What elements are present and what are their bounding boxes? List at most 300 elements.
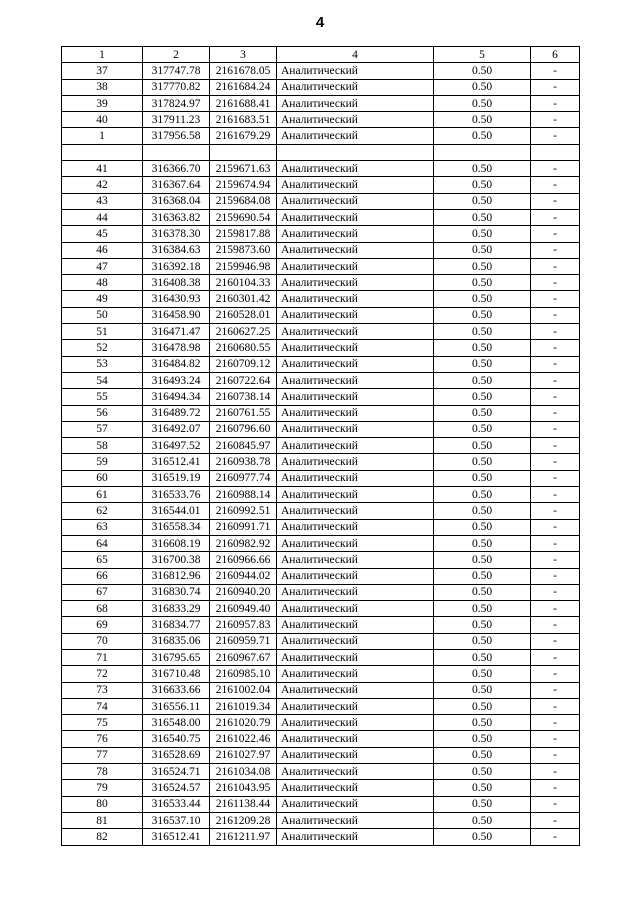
- note-cell: -: [531, 454, 580, 470]
- note-cell: -: [531, 487, 580, 503]
- point-number-cell: 53: [62, 356, 143, 372]
- point-number-cell: 73: [62, 682, 143, 698]
- table-row: [62, 324, 580, 340]
- method-cell: [277, 144, 434, 160]
- table-row: [62, 356, 580, 372]
- point-number-cell: 78: [62, 764, 143, 780]
- y-coordinate-cell: 2159690.54: [210, 209, 277, 225]
- y-coordinate-cell: 2161019.34: [210, 698, 277, 714]
- y-coordinate-cell: 2160940.20: [210, 584, 277, 600]
- x-coordinate-cell: 316834.77: [143, 617, 210, 633]
- table-row: [62, 780, 580, 796]
- point-number-cell: 44: [62, 209, 143, 225]
- note-cell: -: [531, 177, 580, 193]
- x-coordinate-cell: 316492.07: [143, 421, 210, 437]
- accuracy-cell: 0.50: [434, 519, 531, 535]
- table-row: [62, 209, 580, 225]
- y-coordinate-cell: 2161679.29: [210, 128, 277, 144]
- method-cell: Аналитический: [277, 470, 434, 486]
- method-cell: Аналитический: [277, 601, 434, 617]
- point-number-cell: 47: [62, 258, 143, 274]
- table-row: [62, 633, 580, 649]
- note-cell: -: [531, 356, 580, 372]
- point-number-cell: 39: [62, 95, 143, 111]
- x-coordinate-cell: 316458.90: [143, 307, 210, 323]
- y-coordinate-cell: 2160738.14: [210, 389, 277, 405]
- table-row: [62, 144, 580, 160]
- accuracy-cell: 0.50: [434, 128, 531, 144]
- method-cell: Аналитический: [277, 324, 434, 340]
- x-coordinate-cell: 317747.78: [143, 63, 210, 79]
- accuracy-cell: 0.50: [434, 747, 531, 763]
- y-coordinate-cell: 2160988.14: [210, 487, 277, 503]
- table-row: [62, 829, 580, 845]
- accuracy-cell: 0.50: [434, 731, 531, 747]
- table-row: [62, 682, 580, 698]
- column-header: 5: [434, 47, 531, 63]
- note-cell: -: [531, 764, 580, 780]
- method-cell: Аналитический: [277, 438, 434, 454]
- accuracy-cell: 0.50: [434, 812, 531, 828]
- x-coordinate-cell: 316392.18: [143, 258, 210, 274]
- accuracy-cell: 0.50: [434, 112, 531, 128]
- y-coordinate-cell: 2159674.94: [210, 177, 277, 193]
- x-coordinate-cell: 316368.04: [143, 193, 210, 209]
- x-coordinate-cell: 316378.30: [143, 226, 210, 242]
- table-body: [62, 63, 580, 845]
- point-number-cell: 77: [62, 747, 143, 763]
- table-row: [62, 307, 580, 323]
- table-row: [62, 291, 580, 307]
- y-coordinate-cell: 2160959.71: [210, 633, 277, 649]
- accuracy-cell: 0.50: [434, 421, 531, 437]
- point-number-cell: 57: [62, 421, 143, 437]
- x-coordinate-cell: 316493.24: [143, 372, 210, 388]
- accuracy-cell: 0.50: [434, 324, 531, 340]
- accuracy-cell: 0.50: [434, 177, 531, 193]
- table-row: [62, 796, 580, 812]
- point-number-cell: 66: [62, 568, 143, 584]
- accuracy-cell: 0.50: [434, 633, 531, 649]
- y-coordinate-cell: 2161043.95: [210, 780, 277, 796]
- note-cell: -: [531, 617, 580, 633]
- method-cell: Аналитический: [277, 226, 434, 242]
- y-coordinate-cell: 2160991.71: [210, 519, 277, 535]
- y-coordinate-cell: 2160966.66: [210, 552, 277, 568]
- x-coordinate-cell: 316540.75: [143, 731, 210, 747]
- x-coordinate-cell: 316608.19: [143, 535, 210, 551]
- accuracy-cell: 0.50: [434, 535, 531, 551]
- x-coordinate-cell: 316430.93: [143, 291, 210, 307]
- note-cell: -: [531, 161, 580, 177]
- note-cell: -: [531, 405, 580, 421]
- page-number: 4: [315, 14, 325, 31]
- note-cell: -: [531, 568, 580, 584]
- y-coordinate-cell: 2160982.92: [210, 535, 277, 551]
- x-coordinate-cell: 316384.63: [143, 242, 210, 258]
- point-number-cell: 42: [62, 177, 143, 193]
- x-coordinate-cell: 316408.38: [143, 275, 210, 291]
- point-number-cell: 65: [62, 552, 143, 568]
- x-coordinate-cell: 316512.41: [143, 454, 210, 470]
- accuracy-cell: 0.50: [434, 291, 531, 307]
- accuracy-cell: 0.50: [434, 470, 531, 486]
- x-coordinate-cell: 316830.74: [143, 584, 210, 600]
- accuracy-cell: 0.50: [434, 340, 531, 356]
- note-cell: -: [531, 258, 580, 274]
- accuracy-cell: 0.50: [434, 226, 531, 242]
- table-row: [62, 617, 580, 633]
- accuracy-cell: 0.50: [434, 307, 531, 323]
- table-row: [62, 649, 580, 665]
- table-row: [62, 405, 580, 421]
- y-coordinate-cell: 2161022.46: [210, 731, 277, 747]
- table-row: [62, 601, 580, 617]
- method-cell: Аналитический: [277, 258, 434, 274]
- note-cell: -: [531, 666, 580, 682]
- method-cell: Аналитический: [277, 421, 434, 437]
- point-number-cell: 51: [62, 324, 143, 340]
- point-number-cell: 58: [62, 438, 143, 454]
- accuracy-cell: 0.50: [434, 682, 531, 698]
- note-cell: -: [531, 796, 580, 812]
- method-cell: Аналитический: [277, 633, 434, 649]
- table-row: [62, 487, 580, 503]
- note-cell: -: [531, 747, 580, 763]
- point-number-cell: 37: [62, 63, 143, 79]
- table-row: [62, 503, 580, 519]
- note-cell: -: [531, 209, 580, 225]
- note-cell: -: [531, 503, 580, 519]
- table-row: [62, 812, 580, 828]
- note-cell: -: [531, 470, 580, 486]
- table-row: [62, 95, 580, 111]
- point-number-cell: 61: [62, 487, 143, 503]
- method-cell: Аналитический: [277, 193, 434, 209]
- method-cell: Аналитический: [277, 796, 434, 812]
- method-cell: Аналитический: [277, 487, 434, 503]
- note-cell: -: [531, 242, 580, 258]
- note-cell: -: [531, 682, 580, 698]
- method-cell: Аналитический: [277, 780, 434, 796]
- x-coordinate-cell: 316497.52: [143, 438, 210, 454]
- column-header: 2: [143, 47, 210, 63]
- x-coordinate-cell: 317911.23: [143, 112, 210, 128]
- note-cell: -: [531, 340, 580, 356]
- x-coordinate-cell: 316471.47: [143, 324, 210, 340]
- x-coordinate-cell: 316558.34: [143, 519, 210, 535]
- note-cell: -: [531, 389, 580, 405]
- method-cell: Аналитический: [277, 764, 434, 780]
- y-coordinate-cell: 2159671.63: [210, 161, 277, 177]
- note-cell: -: [531, 584, 580, 600]
- table-row: [62, 275, 580, 291]
- point-number-cell: 75: [62, 715, 143, 731]
- accuracy-cell: 0.50: [434, 552, 531, 568]
- x-coordinate-cell: 316544.01: [143, 503, 210, 519]
- column-header: 6: [531, 47, 580, 63]
- y-coordinate-cell: 2161034.08: [210, 764, 277, 780]
- point-number-cell: 55: [62, 389, 143, 405]
- table-row: [62, 438, 580, 454]
- accuracy-cell: [434, 144, 531, 160]
- y-coordinate-cell: 2160528.01: [210, 307, 277, 323]
- method-cell: Аналитический: [277, 649, 434, 665]
- table-row: [62, 421, 580, 437]
- x-coordinate-cell: 316528.69: [143, 747, 210, 763]
- method-cell: Аналитический: [277, 715, 434, 731]
- note-cell: -: [531, 128, 580, 144]
- y-coordinate-cell: 2160845.97: [210, 438, 277, 454]
- method-cell: Аналитический: [277, 698, 434, 714]
- table-row: [62, 389, 580, 405]
- accuracy-cell: 0.50: [434, 161, 531, 177]
- point-number-cell: 76: [62, 731, 143, 747]
- accuracy-cell: 0.50: [434, 601, 531, 617]
- y-coordinate-cell: [210, 144, 277, 160]
- table-row: [62, 535, 580, 551]
- y-coordinate-cell: 2160709.12: [210, 356, 277, 372]
- x-coordinate-cell: 317824.97: [143, 95, 210, 111]
- point-number-cell: 59: [62, 454, 143, 470]
- note-cell: -: [531, 193, 580, 209]
- x-coordinate-cell: 316533.44: [143, 796, 210, 812]
- method-cell: Аналитический: [277, 63, 434, 79]
- y-coordinate-cell: 2160985.10: [210, 666, 277, 682]
- table-row: [62, 226, 580, 242]
- x-coordinate-cell: 316812.96: [143, 568, 210, 584]
- method-cell: Аналитический: [277, 161, 434, 177]
- table-row: [62, 258, 580, 274]
- point-number-cell: 64: [62, 535, 143, 551]
- y-coordinate-cell: 2159873.60: [210, 242, 277, 258]
- table-row: [62, 552, 580, 568]
- accuracy-cell: 0.50: [434, 568, 531, 584]
- accuracy-cell: 0.50: [434, 796, 531, 812]
- method-cell: Аналитический: [277, 242, 434, 258]
- y-coordinate-cell: 2160977.74: [210, 470, 277, 486]
- y-coordinate-cell: 2159684.08: [210, 193, 277, 209]
- method-cell: Аналитический: [277, 584, 434, 600]
- column-header: 4: [277, 47, 434, 63]
- accuracy-cell: 0.50: [434, 275, 531, 291]
- y-coordinate-cell: 2161678.05: [210, 63, 277, 79]
- method-cell: Аналитический: [277, 209, 434, 225]
- accuracy-cell: 0.50: [434, 79, 531, 95]
- method-cell: Аналитический: [277, 177, 434, 193]
- point-number-cell: 81: [62, 812, 143, 828]
- method-cell: Аналитический: [277, 731, 434, 747]
- note-cell: -: [531, 519, 580, 535]
- point-number-cell: 70: [62, 633, 143, 649]
- note-cell: -: [531, 438, 580, 454]
- y-coordinate-cell: 2160992.51: [210, 503, 277, 519]
- note-cell: -: [531, 731, 580, 747]
- note-cell: -: [531, 291, 580, 307]
- note-cell: -: [531, 63, 580, 79]
- note-cell: -: [531, 372, 580, 388]
- table-row: [62, 340, 580, 356]
- point-number-cell: 62: [62, 503, 143, 519]
- point-number-cell: 48: [62, 275, 143, 291]
- accuracy-cell: 0.50: [434, 715, 531, 731]
- point-number-cell: 82: [62, 829, 143, 845]
- y-coordinate-cell: 2161688.41: [210, 95, 277, 111]
- x-coordinate-cell: [143, 144, 210, 160]
- y-coordinate-cell: 2160796.60: [210, 421, 277, 437]
- point-number-cell: 1: [62, 128, 143, 144]
- method-cell: Аналитический: [277, 519, 434, 535]
- y-coordinate-cell: 2160967.67: [210, 649, 277, 665]
- point-number-cell: 54: [62, 372, 143, 388]
- x-coordinate-cell: 316363.82: [143, 209, 210, 225]
- method-cell: Аналитический: [277, 389, 434, 405]
- table-row: [62, 128, 580, 144]
- point-number-cell: 49: [62, 291, 143, 307]
- table-row: [62, 193, 580, 209]
- table-row: [62, 161, 580, 177]
- note-cell: -: [531, 112, 580, 128]
- method-cell: Аналитический: [277, 95, 434, 111]
- x-coordinate-cell: 316494.34: [143, 389, 210, 405]
- point-number-cell: 69: [62, 617, 143, 633]
- method-cell: Аналитический: [277, 79, 434, 95]
- y-coordinate-cell: 2160104.33: [210, 275, 277, 291]
- accuracy-cell: 0.50: [434, 242, 531, 258]
- point-number-cell: 41: [62, 161, 143, 177]
- y-coordinate-cell: 2161020.79: [210, 715, 277, 731]
- point-number-cell: 46: [62, 242, 143, 258]
- coordinates-table: [61, 46, 580, 846]
- accuracy-cell: 0.50: [434, 389, 531, 405]
- accuracy-cell: 0.50: [434, 405, 531, 421]
- point-number-cell: 50: [62, 307, 143, 323]
- note-cell: -: [531, 275, 580, 291]
- accuracy-cell: 0.50: [434, 666, 531, 682]
- accuracy-cell: 0.50: [434, 454, 531, 470]
- accuracy-cell: 0.50: [434, 698, 531, 714]
- method-cell: Аналитический: [277, 112, 434, 128]
- method-cell: Аналитический: [277, 503, 434, 519]
- y-coordinate-cell: 2160761.55: [210, 405, 277, 421]
- point-number-cell: 56: [62, 405, 143, 421]
- x-coordinate-cell: 316489.72: [143, 405, 210, 421]
- point-number-cell: 63: [62, 519, 143, 535]
- table-row: [62, 177, 580, 193]
- point-number-cell: 74: [62, 698, 143, 714]
- note-cell: -: [531, 552, 580, 568]
- accuracy-cell: 0.50: [434, 780, 531, 796]
- accuracy-cell: 0.50: [434, 764, 531, 780]
- table-row: [62, 747, 580, 763]
- x-coordinate-cell: 316633.66: [143, 682, 210, 698]
- method-cell: Аналитический: [277, 535, 434, 551]
- point-number-cell: 68: [62, 601, 143, 617]
- table-row: [62, 79, 580, 95]
- note-cell: -: [531, 95, 580, 111]
- method-cell: Аналитический: [277, 275, 434, 291]
- y-coordinate-cell: 2160944.02: [210, 568, 277, 584]
- y-coordinate-cell: 2161002.04: [210, 682, 277, 698]
- y-coordinate-cell: 2160949.40: [210, 601, 277, 617]
- point-number-cell: [62, 144, 143, 160]
- note-cell: -: [531, 780, 580, 796]
- point-number-cell: 40: [62, 112, 143, 128]
- point-number-cell: 71: [62, 649, 143, 665]
- x-coordinate-cell: 316556.11: [143, 698, 210, 714]
- x-coordinate-cell: 316519.19: [143, 470, 210, 486]
- table-header-row: [62, 47, 580, 63]
- x-coordinate-cell: 316512.41: [143, 829, 210, 845]
- note-cell: -: [531, 307, 580, 323]
- x-coordinate-cell: 316484.82: [143, 356, 210, 372]
- table-row: [62, 63, 580, 79]
- note-cell: -: [531, 226, 580, 242]
- y-coordinate-cell: 2159946.98: [210, 258, 277, 274]
- table-row: [62, 666, 580, 682]
- table-row: [62, 584, 580, 600]
- accuracy-cell: 0.50: [434, 487, 531, 503]
- point-number-cell: 72: [62, 666, 143, 682]
- x-coordinate-cell: 316366.70: [143, 161, 210, 177]
- accuracy-cell: 0.50: [434, 193, 531, 209]
- y-coordinate-cell: 2160957.83: [210, 617, 277, 633]
- table-row: [62, 731, 580, 747]
- y-coordinate-cell: 2160301.42: [210, 291, 277, 307]
- method-cell: Аналитический: [277, 454, 434, 470]
- point-number-cell: 79: [62, 780, 143, 796]
- note-cell: -: [531, 633, 580, 649]
- x-coordinate-cell: 316478.98: [143, 340, 210, 356]
- y-coordinate-cell: 2160938.78: [210, 454, 277, 470]
- note-cell: -: [531, 829, 580, 845]
- method-cell: Аналитический: [277, 747, 434, 763]
- accuracy-cell: 0.50: [434, 649, 531, 665]
- method-cell: Аналитический: [277, 372, 434, 388]
- x-coordinate-cell: 316700.38: [143, 552, 210, 568]
- accuracy-cell: 0.50: [434, 372, 531, 388]
- note-cell: -: [531, 649, 580, 665]
- accuracy-cell: 0.50: [434, 356, 531, 372]
- note-cell: -: [531, 698, 580, 714]
- x-coordinate-cell: 316795.65: [143, 649, 210, 665]
- table-row: [62, 470, 580, 486]
- y-coordinate-cell: 2161684.24: [210, 79, 277, 95]
- point-number-cell: 60: [62, 470, 143, 486]
- x-coordinate-cell: 316367.64: [143, 177, 210, 193]
- y-coordinate-cell: 2159817.88: [210, 226, 277, 242]
- table-row: [62, 698, 580, 714]
- x-coordinate-cell: 316833.29: [143, 601, 210, 617]
- method-cell: Аналитический: [277, 307, 434, 323]
- method-cell: Аналитический: [277, 568, 434, 584]
- y-coordinate-cell: 2161138.44: [210, 796, 277, 812]
- accuracy-cell: 0.50: [434, 209, 531, 225]
- column-header: 3: [210, 47, 277, 63]
- table-row: [62, 568, 580, 584]
- y-coordinate-cell: 2160627.25: [210, 324, 277, 340]
- method-cell: Аналитический: [277, 682, 434, 698]
- point-number-cell: 45: [62, 226, 143, 242]
- method-cell: Аналитический: [277, 405, 434, 421]
- table-row: [62, 454, 580, 470]
- point-number-cell: 67: [62, 584, 143, 600]
- note-cell: [531, 144, 580, 160]
- y-coordinate-cell: 2161211.97: [210, 829, 277, 845]
- note-cell: -: [531, 421, 580, 437]
- method-cell: Аналитический: [277, 356, 434, 372]
- point-number-cell: 52: [62, 340, 143, 356]
